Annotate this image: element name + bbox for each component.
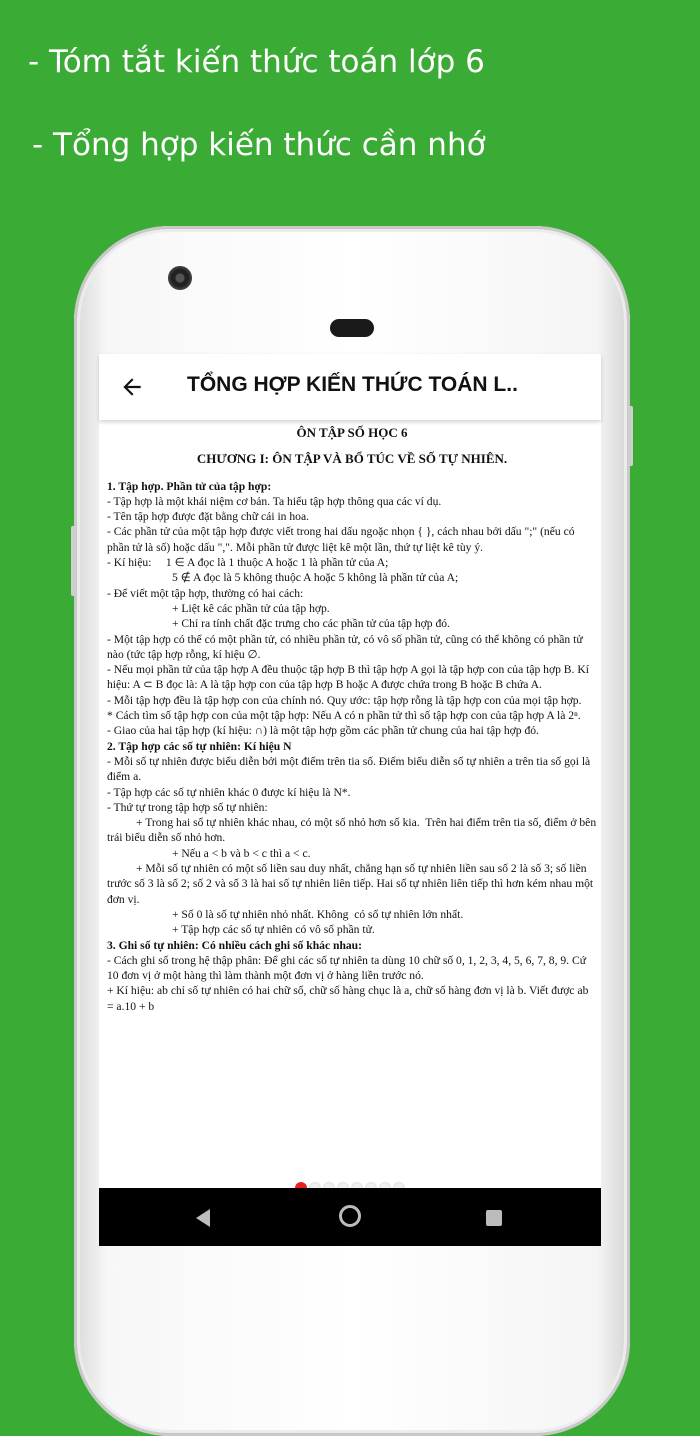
earpiece-speaker xyxy=(330,319,374,337)
document-body xyxy=(107,479,600,1014)
document-line: - Kí hiệu: 1 ∈ A đọc là 1 thuộc A hoặc 1 là phần tử của A; xyxy=(107,556,389,570)
document-line: 5 ∉ A đọc là 5 không thuộc A hoặc 5 không là phần tử của A; xyxy=(172,571,459,585)
document-line: - Giao của hai tập hợp (kí hiệu: ∩) là một tập hợp gồm các phần tử chung của hai tập hợp đó. xyxy=(107,724,539,738)
document-line: - Thứ tự trong tập hợp số tự nhiên: xyxy=(107,800,268,814)
nav-home-icon[interactable] xyxy=(339,1205,361,1227)
promo-line-1: - Tóm tắt kiến thức toán lớp 6 xyxy=(28,44,485,80)
app-title: TỔNG HỢP KIẾN THỨC TOÁN L.. xyxy=(187,373,518,396)
document-line: + Tập hợp các số tự nhiên có vô số phần tử. xyxy=(172,923,375,937)
document-title: ÔN TẬP SỐ HỌC 6 xyxy=(296,425,408,440)
arrow-left-icon[interactable] xyxy=(119,374,145,400)
document-line: - Tập hợp là một khái niệm cơ bản. Ta hiểu tập hợp thông qua các ví dụ. xyxy=(107,494,442,508)
document-line: + Số 0 là số tự nhiên nhỏ nhất. Không có số tự nhiên lớn nhất. xyxy=(172,907,464,921)
chapter-title: CHƯƠNG I: ÔN TẬP VÀ BỔ TÚC VỀ SỐ TỰ NHIÊN. xyxy=(196,451,508,467)
nav-recent-icon[interactable] xyxy=(486,1210,502,1226)
system-nav-bar xyxy=(99,1188,601,1246)
section-heading: 3. Ghi số tự nhiên: Có nhiều cách ghi số khác nhau: xyxy=(107,938,362,952)
document-line: - Tên tập hợp được đặt bằng chữ cái in hoa. xyxy=(107,510,310,524)
document-line: + Nếu a < b và b < c thì a < c. xyxy=(172,846,311,860)
document-line: - Để viết một tập hợp, thường có hai cách: xyxy=(107,586,304,600)
document-line: + Chỉ ra tính chất đặc trưng cho các phần tử của tập hợp đó. xyxy=(172,617,450,631)
volume-button xyxy=(71,526,76,596)
nav-back-icon[interactable] xyxy=(194,1208,214,1228)
document-page[interactable] xyxy=(107,420,600,1180)
document-line: - Cách ghi số trong hệ thập phân: Để ghi các số tự nhiên ta dùng 10 chữ số 0, 1, 2, 3, 4, 5, 6, 7, 8, 9. Cứ 10 đơn vị ở một hàng thì làm thành một đơn vị ở hàng liền trước nó. xyxy=(107,953,589,983)
phone-screen xyxy=(99,354,601,1246)
promo-line-2: - Tổng hợp kiến thức cần nhớ xyxy=(32,127,486,163)
app-bar xyxy=(99,354,601,420)
document-line: + Kí hiệu: ab chỉ số tự nhiên có hai chữ số, chữ số hàng chục là a, chữ số hàng đơn vị là b. Viết được ab = a.10 + b xyxy=(107,984,592,1013)
document-line: - Các phần tử của một tập hợp được viết trong hai dấu ngoặc nhọn { }, cách nhau bởi dấu ";" (nếu có phần tử là số) hoặc dấu ",". Mỗi phần tử được liệt kê một lần, thứ tự liệt kê tùy ý. xyxy=(107,525,578,554)
front-camera xyxy=(168,266,192,290)
document-line: * Cách tìm số tập hợp con của một tập hợp: Nếu A có n phần tử thì số tập hợp con của tập hợp A là 2ⁿ. xyxy=(107,709,581,723)
document-line: + Mỗi số tự nhiên có một số liền sau duy nhất, chẳng hạn số tự nhiên liền sau số 2 là số 3; số liền trước số 3 là số 2; số 2 và số 3 là hai số tự nhiên liên tiếp. Hai số tự nhiên liên tiếp thì hơn kém nhau một đơn vị. xyxy=(107,862,597,906)
document-line: + Liệt kê các phần tử của tập hợp. xyxy=(172,601,330,615)
power-button xyxy=(628,406,633,466)
document-line: + Trong hai số tự nhiên khác nhau, có một số nhỏ hơn số kia. Trên hai điểm trên tia số, điểm ở bên trái biểu diễn số nhỏ hơn. xyxy=(107,816,600,845)
document-line: - Mỗi số tự nhiên được biểu diễn bởi một điểm trên tia số. Điểm biểu diễn số tự nhiên a trên tia số gọi là điểm a. xyxy=(107,754,594,784)
document-line: - Mỗi tập hợp đều là tập hợp con của chính nó. Quy ước: tập hợp rỗng là tập hợp con của mọi tập hợp. xyxy=(107,693,582,707)
document-line: - Nếu mọi phần tử của tập hợp A đều thuộc tập hợp B thì tập hợp A gọi là tập hợp con của tập hợp B. Kí hiệu: A ⊂ B đọc là: A là tập hợp con của tập hợp B hoặc A được chứa trong B hoặc B chứa A. xyxy=(107,663,592,692)
section-heading: 2. Tập hợp các số tự nhiên: Kí hiệu N xyxy=(107,739,292,753)
phone-frame xyxy=(74,226,630,1436)
section-heading: 1. Tập hợp. Phần tử của tập hợp: xyxy=(107,479,272,493)
document-line: - Một tập hợp có thể có một phần tử, có nhiều phần tử, có vô số phần tử, cũng có thể không có phần tử nào (tức tập hợp rỗng, kí hiệu ∅. xyxy=(107,632,586,661)
document-line: - Tập hợp các số tự nhiên khác 0 được kí hiệu là N*. xyxy=(107,785,351,799)
